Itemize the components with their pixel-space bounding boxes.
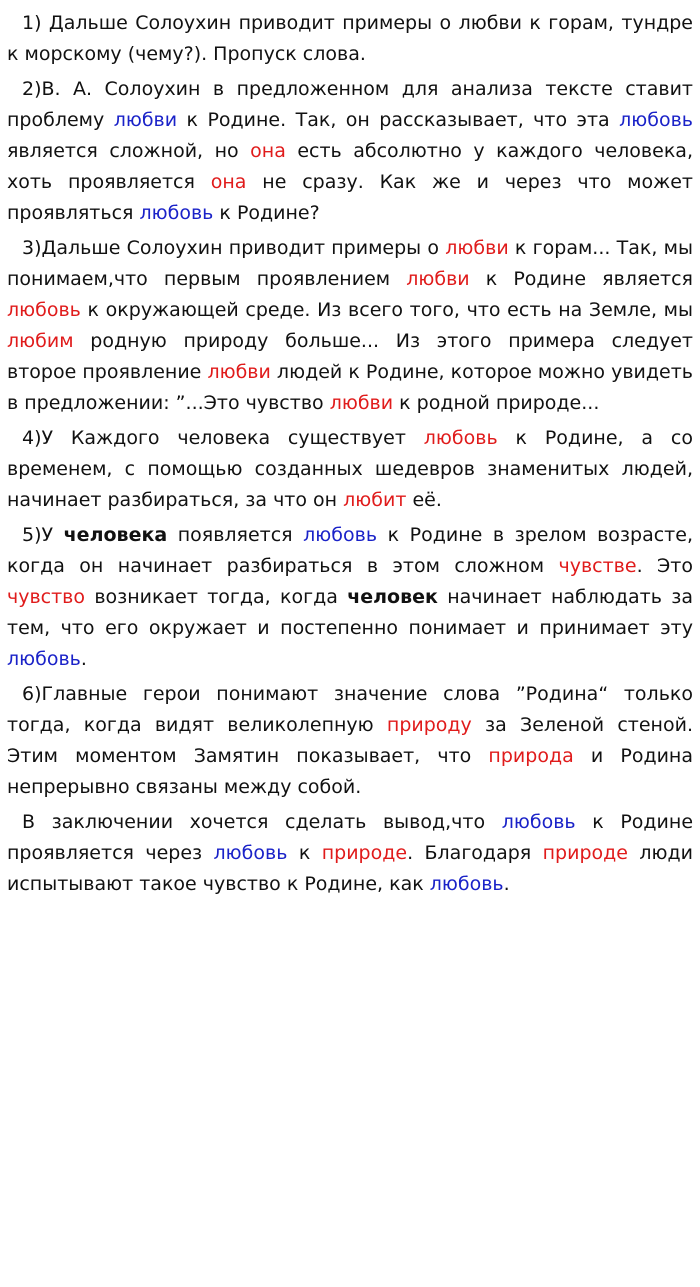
text-segment: к Родине проявляется через [7,811,694,864]
text-segment: 6)Главные герои понимают значение слова ”Родина“ только тогда, когда видят великолепную [7,683,693,736]
text-segment: к окружающей среде. Из всего того, что есть на Земле, мы [80,299,693,321]
text-segment: появляется [167,524,304,546]
paragraph-4 [7,423,693,516]
text-segment: люди испытывают такое чувство к Родине, как [7,842,693,895]
text-segment: людей к Родине, которое можно увидеть в предложении: ”...Это чувство [7,361,693,414]
text-segment: к Родине, а со временем, с помощью созданных шедевров знаменитых людей, начинает разбираться, за что он [7,427,693,511]
highlighted-word-red: природа [488,745,574,767]
text-segment: к Родине. Так, он рассказывает, что эта [177,109,620,131]
bold-word: человека [63,524,168,546]
text-segment: является сложной, но [7,140,251,162]
highlighted-word-red: любовь [7,299,81,321]
text-segment: родную природу больше... Из этого примера следует второе проявление [7,330,693,383]
highlighted-word-red: любит [343,489,407,511]
highlighted-word-blue: любовь [619,109,694,131]
highlighted-word-red: природе [321,842,408,864]
highlighted-word-blue: любовь [303,524,378,546]
text-segment: 5)У [22,524,64,546]
highlighted-word-red: любовь [423,427,498,449]
highlighted-word-blue: любовь [213,842,288,864]
text-segment: 4)У Каждого человека существует [22,427,424,449]
highlighted-word-red: она [210,171,247,193]
highlighted-word-red: природу [386,714,472,736]
document-body [7,8,693,904]
highlighted-word-red: чувстве [558,555,637,577]
paragraph-3 [7,233,693,419]
text-segment: её. [406,489,442,511]
text-segment: начинает наблюдать за тем, что его окружает и постепенно понимает и принимает эту [7,586,694,639]
paragraph-2 [7,74,693,229]
text-segment: есть абсолютно у каждого человека, хоть проявляется [7,140,693,193]
text-segment: . [80,648,87,670]
highlighted-word-blue: любви [113,109,178,131]
highlighted-word-red: любим [7,330,74,352]
text-segment: и Родина непрерывно связаны между собой. [7,745,693,798]
text-segment: к Родине является [469,268,693,290]
highlighted-word-blue: любовь [501,811,576,833]
highlighted-word-blue: любовь [7,648,81,670]
text-segment: В заключении хочется сделать вывод,что [22,811,502,833]
text-segment: к Родине? [213,202,320,224]
text-segment: за Зеленой стеной. Этим моментом Замятин показывает, что [7,714,693,767]
text-segment: 3)Дальше Солоухин приводит примеры о [22,237,446,259]
text-segment: к Родине в зрелом возрасте, когда он начинает разбираться в этом сложном [7,524,693,577]
paragraph-6 [7,679,693,803]
highlighted-word-blue: любовь [429,873,504,895]
text-segment: 1) Дальше Солоухин приводит примеры о любви к горам, тундре к морскому (чему?). Пропуск слова. [7,12,693,65]
text-segment: возникает тогда, когда [85,586,348,608]
text-segment: 2)В. А. Солоухин в предложенном для анализа тексте ставит проблему [7,78,693,131]
highlighted-word-red: любви [329,392,394,414]
text-segment: . Благодаря [407,842,543,864]
paragraph-5 [7,520,693,675]
highlighted-word-red: природе [542,842,628,864]
paragraph-7 [7,807,693,900]
text-segment: к [287,842,322,864]
text-segment: . Это [636,555,693,577]
highlighted-word-red: любви [207,361,271,383]
highlighted-word-blue: любовь [139,202,214,224]
paragraph-1 [7,8,693,70]
highlighted-word-red: любви [406,268,470,290]
text-segment: не сразу. Как же и через что может проявляться [7,171,693,224]
highlighted-word-red: чувство [7,586,86,608]
text-segment: к горам... Так, мы понимаем,что первым проявлением [7,237,693,290]
text-segment: . [503,873,510,895]
highlighted-word-red: она [250,140,286,162]
text-segment: к родной природе... [393,392,600,414]
highlighted-word-red: любви [445,237,509,259]
bold-word: человек [347,586,438,608]
